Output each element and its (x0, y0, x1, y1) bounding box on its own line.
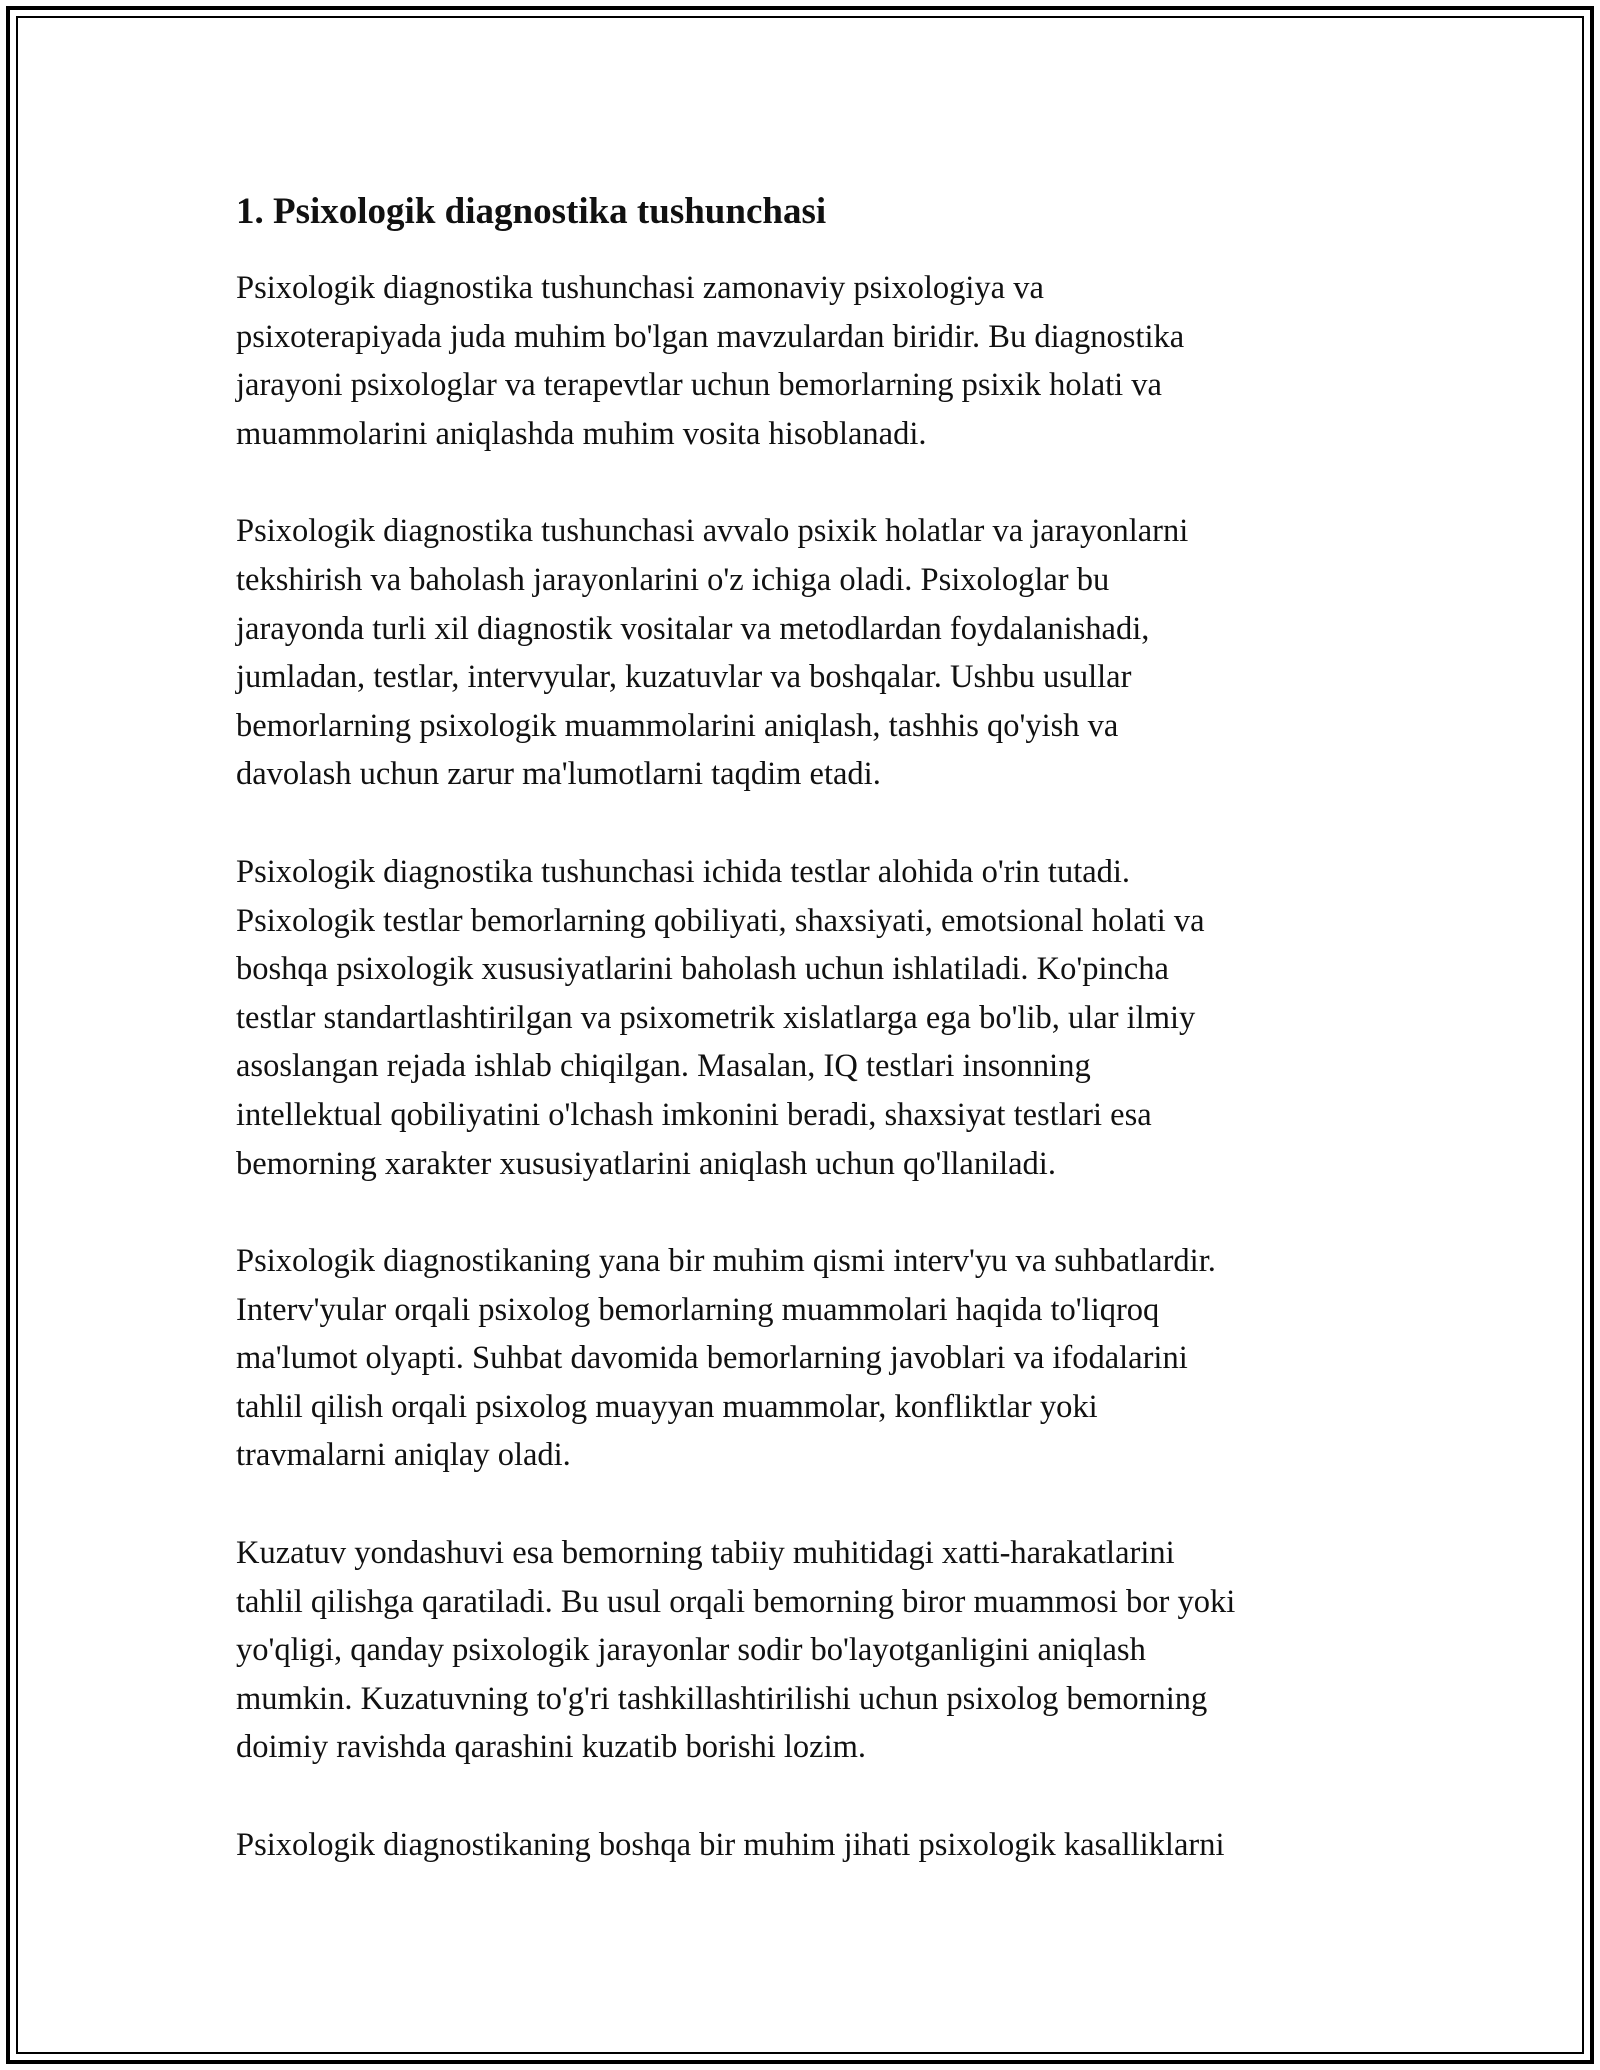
text-line: bemorlarning psixologik muammolarini aniqlash, tashhis qo'yish va (236, 707, 1119, 744)
text-line: Psixologik diagnostika tushunchasi ichida testlar alohida o'rin tutadi. (236, 853, 1131, 890)
text-line: Psixologik diagnostikaning boshqa bir muhim jihati psixologik kasalliklarni (236, 1827, 1225, 1864)
section-heading: 1. Psixologik diagnostika tushunchasi (236, 191, 827, 232)
text-line: boshqa psixologik xususiyatlarini baholash uchun ishlatiladi. Ko'pincha (236, 951, 1169, 988)
text-line: bemorning xarakter xususiyatlarini aniqlash uchun qo'llaniladi. (236, 1145, 1056, 1182)
text-line: testlar standartlashtirilgan va psixometrik xislatlarga ega bo'lib, ular ilmiy (236, 999, 1196, 1036)
text-line: jumladan, testlar, intervyular, kuzatuvlar va boshqalar. Ushbu usullar (236, 659, 1132, 696)
text-line: ma'lumot olyapti. Suhbat davomida bemorlarning javoblari va ifodalarini (236, 1340, 1188, 1377)
document-body (236, 186, 1400, 1919)
text-line: Psixologik diagnostika tushunchasi avvalo psixik holatlar va jarayonlarni (236, 513, 1189, 550)
text-line: jarayoni psixologlar va terapevtlar uchun bemorlarning psixik holati va (236, 367, 1162, 404)
text-line: Psixologik diagnostikaning yana bir muhim qismi interv'yu va suhbatlardir. (236, 1243, 1216, 1280)
paragraph-list (236, 264, 1400, 1870)
paragraph (236, 264, 1400, 458)
text-line: asoslangan rejada ishlab chiqilgan. Masalan, IQ testlari insonning (236, 1048, 1091, 1085)
text-line: jarayonda turli xil diagnostik vositalar va metodlardan foydalanishadi, (236, 610, 1150, 647)
text-line: Kuzatuv yondashuvi esa bemorning tabiiy muhitidagi xatti-harakatlarini (236, 1535, 1175, 1572)
paragraph (236, 1529, 1400, 1772)
text-line: tahlil qilish orqali psixolog muayyan muammolar, konfliktlar yoki (236, 1388, 1098, 1425)
paragraph (236, 848, 1400, 1188)
text-line: tahlil qilishga qaratiladi. Bu usul orqali bemorning biror muammosi bor yoki (236, 1583, 1236, 1620)
text-line: davolash uchun zarur ma'lumotlarni taqdim etadi. (236, 756, 881, 793)
text-line: Psixologik testlar bemorlarning qobiliyati, shaxsiyati, emotsional holati va (236, 902, 1205, 939)
text-line: tekshirish va baholash jarayonlarini o'z ichiga oladi. Psixologlar bu (236, 561, 1110, 598)
text-line: Psixologik diagnostika tushunchasi zamonaviy psixologiya va (236, 270, 1044, 306)
text-line: mumkin. Kuzatuvning to'g'ri tashkillashtirilishi uchun psixolog bemorning (236, 1680, 1208, 1717)
paragraph (236, 1237, 1400, 1480)
text-line: psixoterapiyada juda muhim bo'lgan mavzulardan biridir. Bu diagnostika (236, 318, 1185, 355)
paragraph (236, 507, 1400, 799)
paragraph (236, 1821, 1400, 1870)
text-line: muammolarini aniqlashda muhim vosita hisoblanadi. (236, 415, 927, 452)
text-line: intellektual qobiliyatini o'lchash imkonini beradi, shaxsiyat testlari esa (236, 1096, 1152, 1133)
text-line: travmalarni aniqlay oladi. (236, 1437, 571, 1474)
text-line: yo'qligi, qanday psixologik jarayonlar sodir bo'layotganligini aniqlash (236, 1632, 1146, 1669)
text-line: Interv'yular orqali psixolog bemorlarning muammolari haqida to'liqroq (236, 1291, 1160, 1328)
text-line: doimiy ravishda qarashini kuzatib borishi lozim. (236, 1729, 867, 1766)
